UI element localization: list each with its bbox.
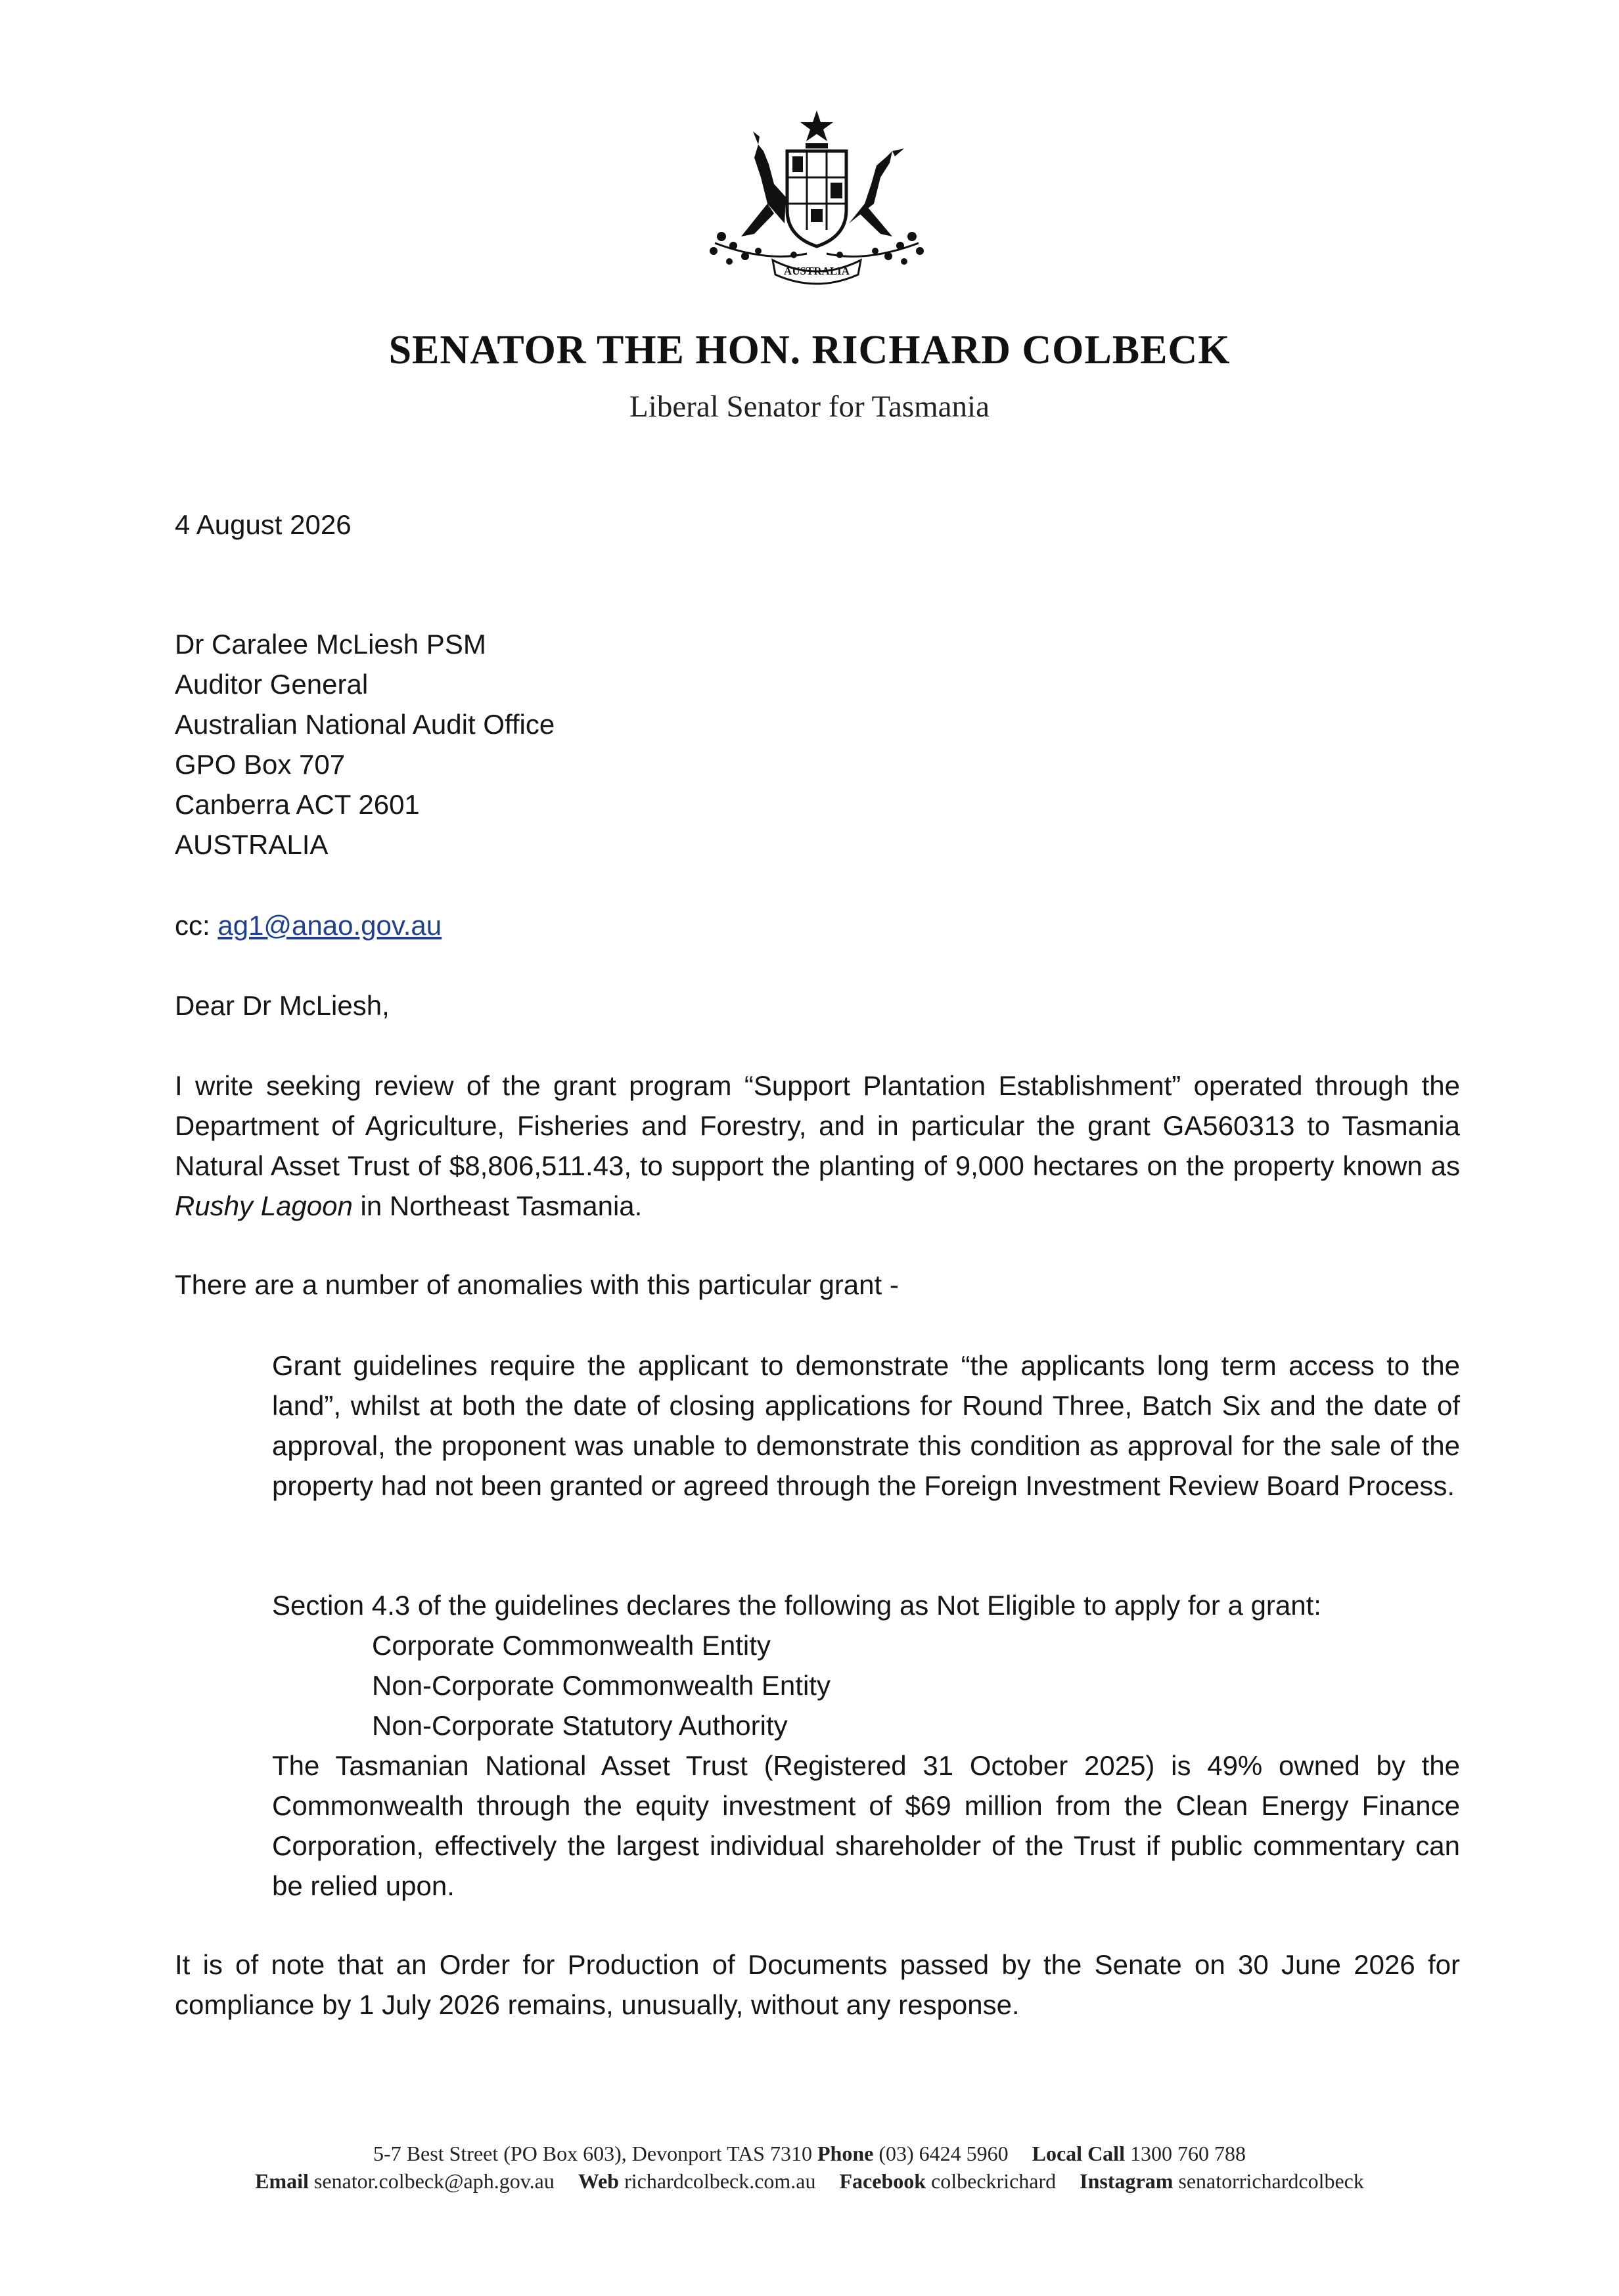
salutation: Dear Dr McLiesh, — [175, 990, 390, 1021]
cc-label: cc: — [175, 910, 210, 941]
footer-phone: (03) 6424 5960 — [878, 2142, 1009, 2165]
footer-local-call-label: Local Call — [1032, 2142, 1125, 2165]
letterhead-subtitle: Liberal Senator for Tasmania — [629, 390, 990, 424]
recipient-line: Dr Caralee McLiesh PSM — [175, 629, 486, 660]
paragraph-anomalies-intro: There are a number of anomalies with this particular grant - — [175, 1269, 899, 1300]
footer-web[interactable]: richardcolbeck.com.au — [624, 2169, 816, 2193]
list-item: Corporate Commonwealth Entity — [372, 1630, 771, 1661]
paragraph-text: in Northeast Tasmania. — [352, 1190, 643, 1221]
ineligible-list — [272, 1625, 1460, 1745]
anomaly-eligibility — [272, 1585, 1460, 1906]
recipient-line: AUSTRALIA — [175, 829, 329, 860]
paragraph-text: I write seeking review of the grant program “Support Plantation Establishment” operated through the Department of Agriculture, Fisheries and Forestry, and in particular the grant GA560313 to Tasmania Natural Asset Trust of $8,806,511.43, to support the planting of 9,000 hectares on the property known as — [175, 1070, 1460, 1181]
footer-email-label: Email — [255, 2169, 309, 2193]
list-item: Non-Corporate Statutory Authority — [372, 1710, 788, 1741]
paragraph-order-production: It is of note that an Order for Production of Documents passed by the Senate on 30 June 2026 for compliance by 1 July 2026 remains, unusually, without any response. — [175, 1949, 1460, 2020]
footer-facebook-label: Facebook — [839, 2169, 926, 2193]
property-name: Rushy Lagoon — [175, 1190, 353, 1221]
trust-ownership-text: The Tasmanian National Asset Trust (Registered 31 October 2025) is 49% owned by the Commonwealth through the equity investment of $69 million from the Clean Energy Finance Corporation, effectively the largest individual shareholder of the Trust if public commentary can be relied upon. — [272, 1750, 1460, 1901]
footer-email[interactable]: senator.colbeck@aph.gov.au — [313, 2169, 555, 2193]
cc-email-link[interactable]: ag1@anao.gov.au — [217, 910, 442, 941]
footer-address: 5-7 Best Street (PO Box 603), Devonport TAS 7310 — [373, 2142, 812, 2165]
footer-instagram[interactable]: senatorrichardcolbeck — [1178, 2169, 1364, 2193]
footer-line-2 — [0, 2167, 1619, 2195]
crest-scroll-text: AUSTRALIA — [783, 265, 850, 277]
recipient-line: Auditor General — [175, 669, 369, 700]
cc-line — [175, 905, 442, 945]
footer-local-call: 1300 760 788 — [1129, 2142, 1246, 2165]
coat-of-arms-logo — [695, 105, 938, 289]
recipient-line: Australian National Audit Office — [175, 709, 555, 740]
recipient-address — [175, 624, 555, 865]
anomaly-land-access: Grant guidelines require the applicant to demonstrate “the applicants long term access to the land”, whilst at both the date of closing applications for Round Three, Batch Six and the date of approval, the proponent was unable to demonstrate this condition as approval for the sale of the property had not been granted or agreed through the Foreign Investment Review Board Process. — [272, 1350, 1460, 1501]
footer-line-1 — [0, 2140, 1619, 2167]
recipient-line: GPO Box 707 — [175, 749, 346, 780]
letter-date: 4 August 2026 — [175, 509, 352, 540]
letterhead-name: SENATOR THE HON. RICHARD COLBECK — [388, 328, 1231, 372]
footer-phone-label: Phone — [817, 2142, 874, 2165]
footer-facebook[interactable]: colbeckrichard — [931, 2169, 1057, 2193]
recipient-line: Canberra ACT 2601 — [175, 789, 420, 820]
eligibility-intro: Section 4.3 of the guidelines declares the following as Not Eligible to apply for a grant: — [272, 1590, 1321, 1621]
footer-web-label: Web — [578, 2169, 620, 2193]
list-item: Non-Corporate Commonwealth Entity — [372, 1670, 831, 1701]
footer-instagram-label: Instagram — [1080, 2169, 1174, 2193]
paragraph-grant-review — [175, 1066, 1460, 1226]
letterhead-footer — [0, 2140, 1619, 2195]
